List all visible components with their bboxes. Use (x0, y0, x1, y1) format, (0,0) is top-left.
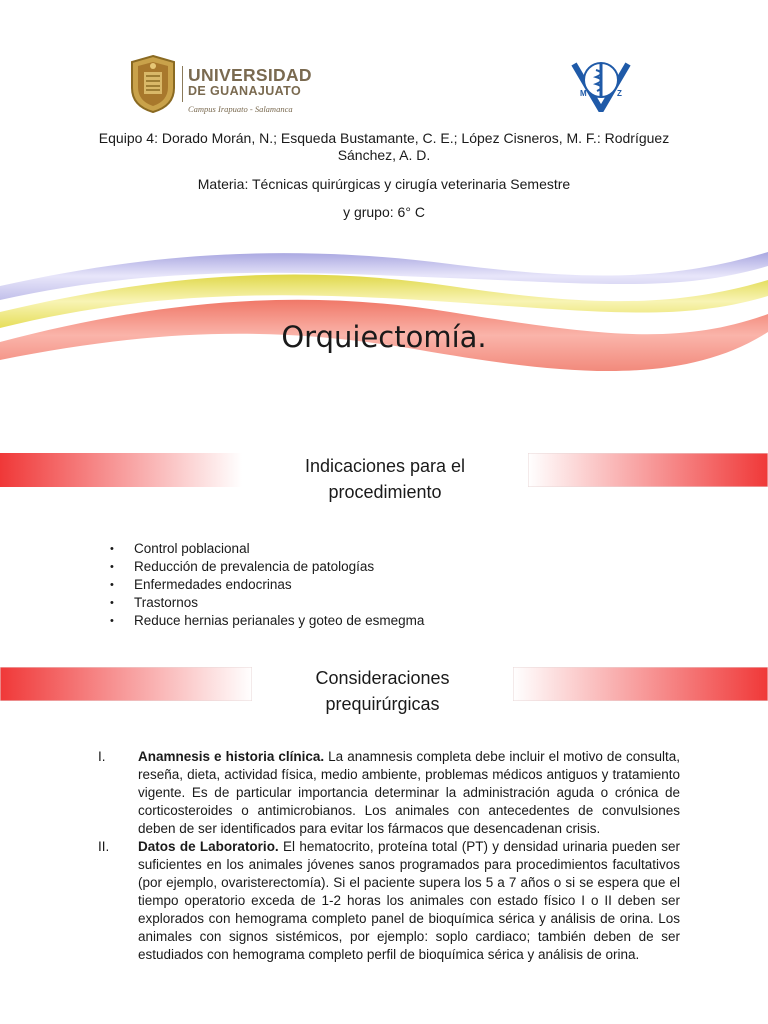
campus-label: Campus Irapuato - Salamanca (188, 104, 293, 114)
section1-title-line2: procedimiento (328, 482, 442, 502)
team-members: Equipo 4: Dorado Morán, N.; Esqueda Bustamante, C. E.; López Cisneros, M. F.: Rodríguez Sánchez, A. D. (98, 130, 670, 163)
document-title: Orquiectomía. (281, 320, 487, 354)
paragraph-heading: Anamnesis e historia clínica. (138, 749, 325, 764)
list-item: • Control poblacional (110, 540, 424, 558)
paragraph-heading: Datos de Laboratorio. (138, 839, 279, 854)
section1-left-bar (0, 453, 242, 487)
paragraph-number: I. (98, 749, 106, 764)
section2-title-line1: Consideraciones (315, 668, 450, 688)
group-line: y grupo: 6° C (343, 204, 425, 220)
section1-title-line1: Indicaciones para el (304, 456, 466, 476)
subject-line: Materia: Técnicas quirúrgicas y cirugía veterinaria Semestre (197, 176, 571, 192)
list-item: • Reducción de prevalencia de patologías (110, 558, 424, 576)
university-crest-icon (128, 54, 178, 114)
section2-left-bar (0, 667, 252, 701)
mvz-letter-z: Z (617, 89, 622, 98)
list-item: • Enfermedades endocrinas (110, 576, 424, 594)
university-name-line1: UNIVERSIDAD (188, 65, 312, 85)
list-item: • Reduce hernias perianales y goteo de esmegma (110, 612, 424, 630)
section2-title-line2: prequirúrgicas (325, 694, 440, 714)
indications-list (110, 540, 424, 630)
section2-right-bar (513, 667, 768, 701)
section1-right-bar (528, 453, 768, 487)
logo-divider (182, 66, 183, 102)
paragraph-text: El hematocrito, proteína total (PT) y densidad urinaria pueden ser suficientes en los animales jóvenes sanos programados para procedimientos facultativos (por ejemplo, ovaristerectomía). Si el paciente supera los 5 a 7 años o si se espera que el tiempo operatorio exceda de 1-2 horas los animales con estado físico I o II deben ser explorados con hemograma completo panel de bioquímica sérica y análisis de orina. Los animales con signos sistémicos, por ejemplo: soplo cardiaco; también deben de ser estudiados con hemograma completo perfil de bioquímica sérica y análisis de orina. (138, 839, 680, 962)
mvz-logo-icon (566, 50, 636, 112)
section1-title (242, 453, 528, 505)
paragraph-text: La anamnesis completa debe incluir el motivo de consulta, reseña, dieta, actividad física, medio ambiente, problemas médicos antiguos y tratamiento vigente. Es de particular importancia determinar la administración aguda o crónica de corticosteroides o antimicrobianos. Los animales con antecedentes de convulsiones deben de ser identificados para evitar los fármacos que desencadenan crisis. (138, 749, 681, 836)
university-name-line2: DE GUANAJUATO (188, 84, 302, 98)
paragraph-number: II. (98, 839, 110, 854)
section2-title (252, 665, 513, 717)
mvz-letter-m: M (580, 89, 587, 98)
paragraph-anamnesis (98, 748, 680, 838)
paragraph-laboratory (98, 838, 680, 964)
list-item: • Trastornos (110, 594, 424, 612)
